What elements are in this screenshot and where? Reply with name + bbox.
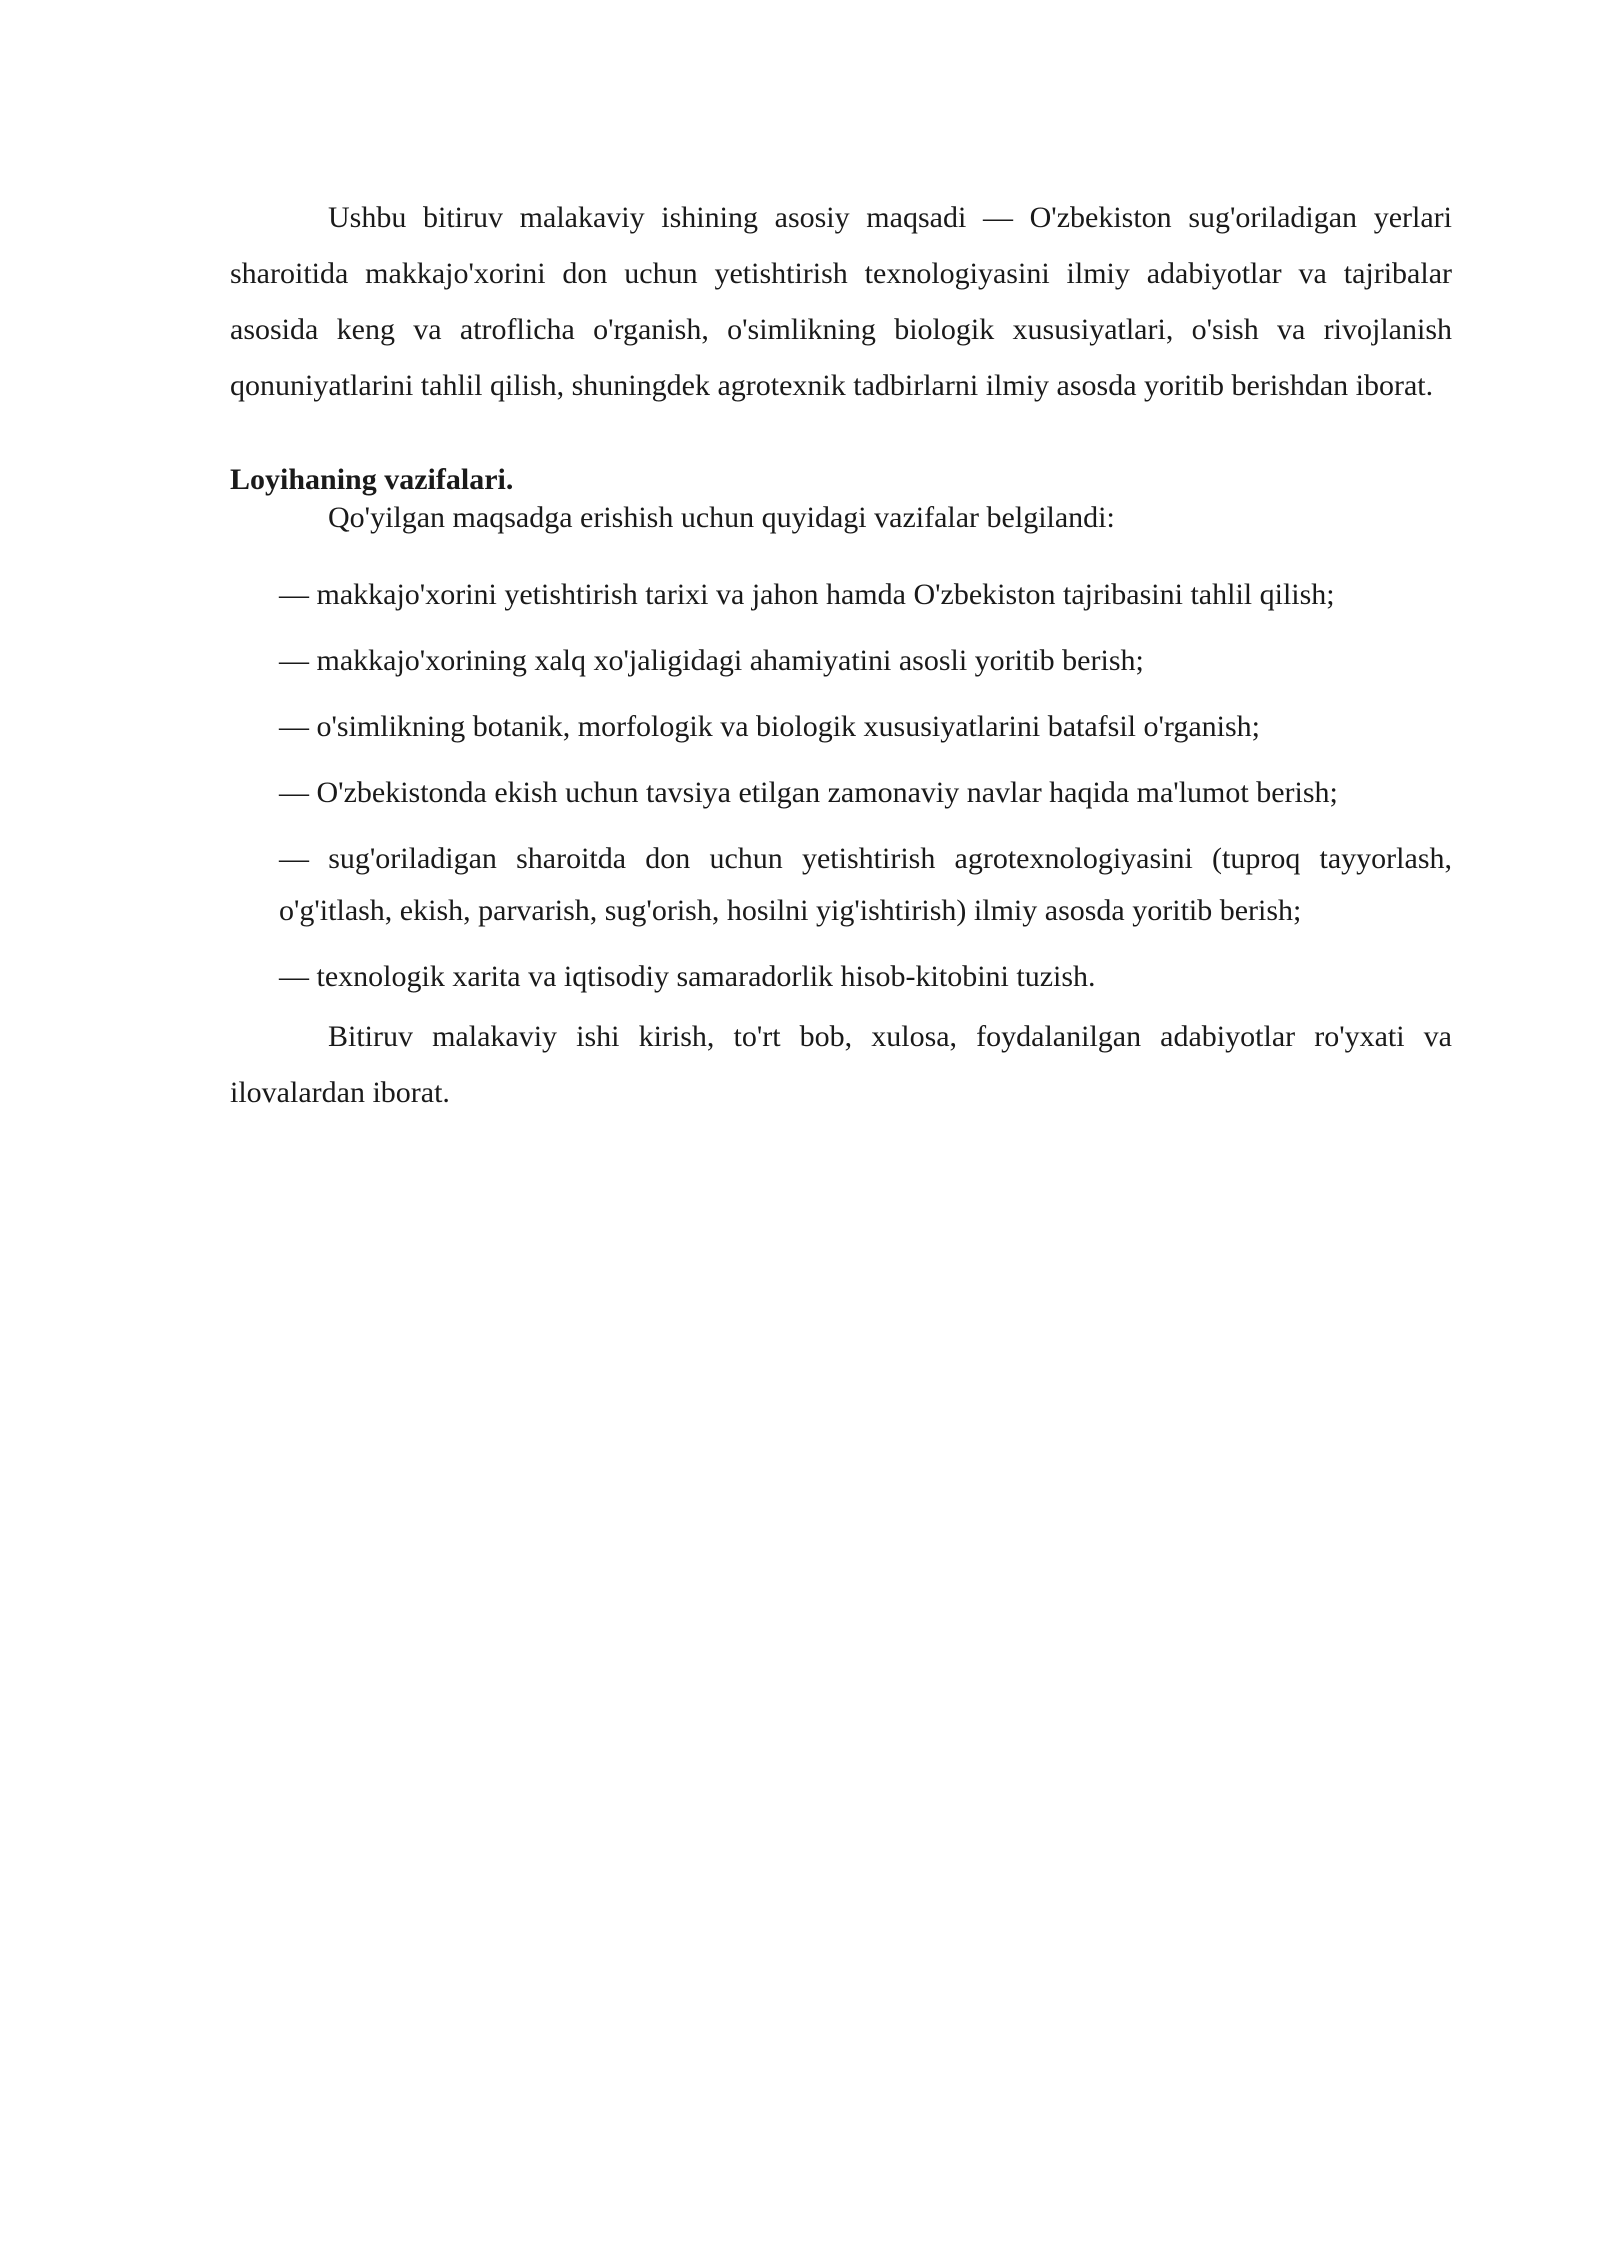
tasks-list [230,569,1452,1003]
list-item: — makkajo'xorini yetishtirish tarixi va jahon hamda O'zbekiston tajribasini tahlil qilish; [279,578,1335,611]
tasks-heading: Loyihaning vazifalari. [230,463,514,496]
intro-paragraph: Ushbu bitiruv malakaviy ishining asosiy maqsadi — O'zbekiston sug'oriladigan yerlari sharoitida makkajo'xorini don uchun yetishtirish texnologiyasini ilmiy adabiyotlar va tajribalar asosida keng va atroflicha o'rganish, o'simlikning biologik xususiyatlari, o'sish va rivojlanish qonuniyatlarini tahlil qilish, shuningdek agrotexnik tadbirlarni ilmiy asosda yoritib berishdan iborat. [230,201,1452,402]
list-item: — O'zbekistonda ekish uchun tavsiya etilgan zamonaviy navlar haqida ma'lumot berish; [279,776,1338,809]
list-item: — o'simlikning botanik, morfologik va biologik xususiyatlarini batafsil o'rganish; [279,710,1261,743]
list-item: — sug'oriladigan sharoitda don uchun yetishtirish agrotexnologiyasini (tuproq tayyorlash, o'g'itlash, ekish, parvarish, sug'orish, hosilni yig'ishtirish) ilmiy asosda yoritib berish; [279,842,1452,927]
list-item: — makkajo'xorining xalq xo'jaligidagi ahamiyatini asosli yoritib berish; [279,644,1144,677]
tasks-lead: Qo'yilgan maqsadga erishish uchun quyidagi vazifalar belgilandi: [328,501,1115,534]
document-page [230,190,1452,1121]
closing-paragraph: Bitiruv malakaviy ishi kirish, to'rt bob, xulosa, foydalanilgan adabiyotlar ro'yxati va ilovalardan iborat. [230,1020,1452,1109]
list-item: — texnologik xarita va iqtisodiy samaradorlik hisob-kitobini tuzish. [279,960,1096,993]
